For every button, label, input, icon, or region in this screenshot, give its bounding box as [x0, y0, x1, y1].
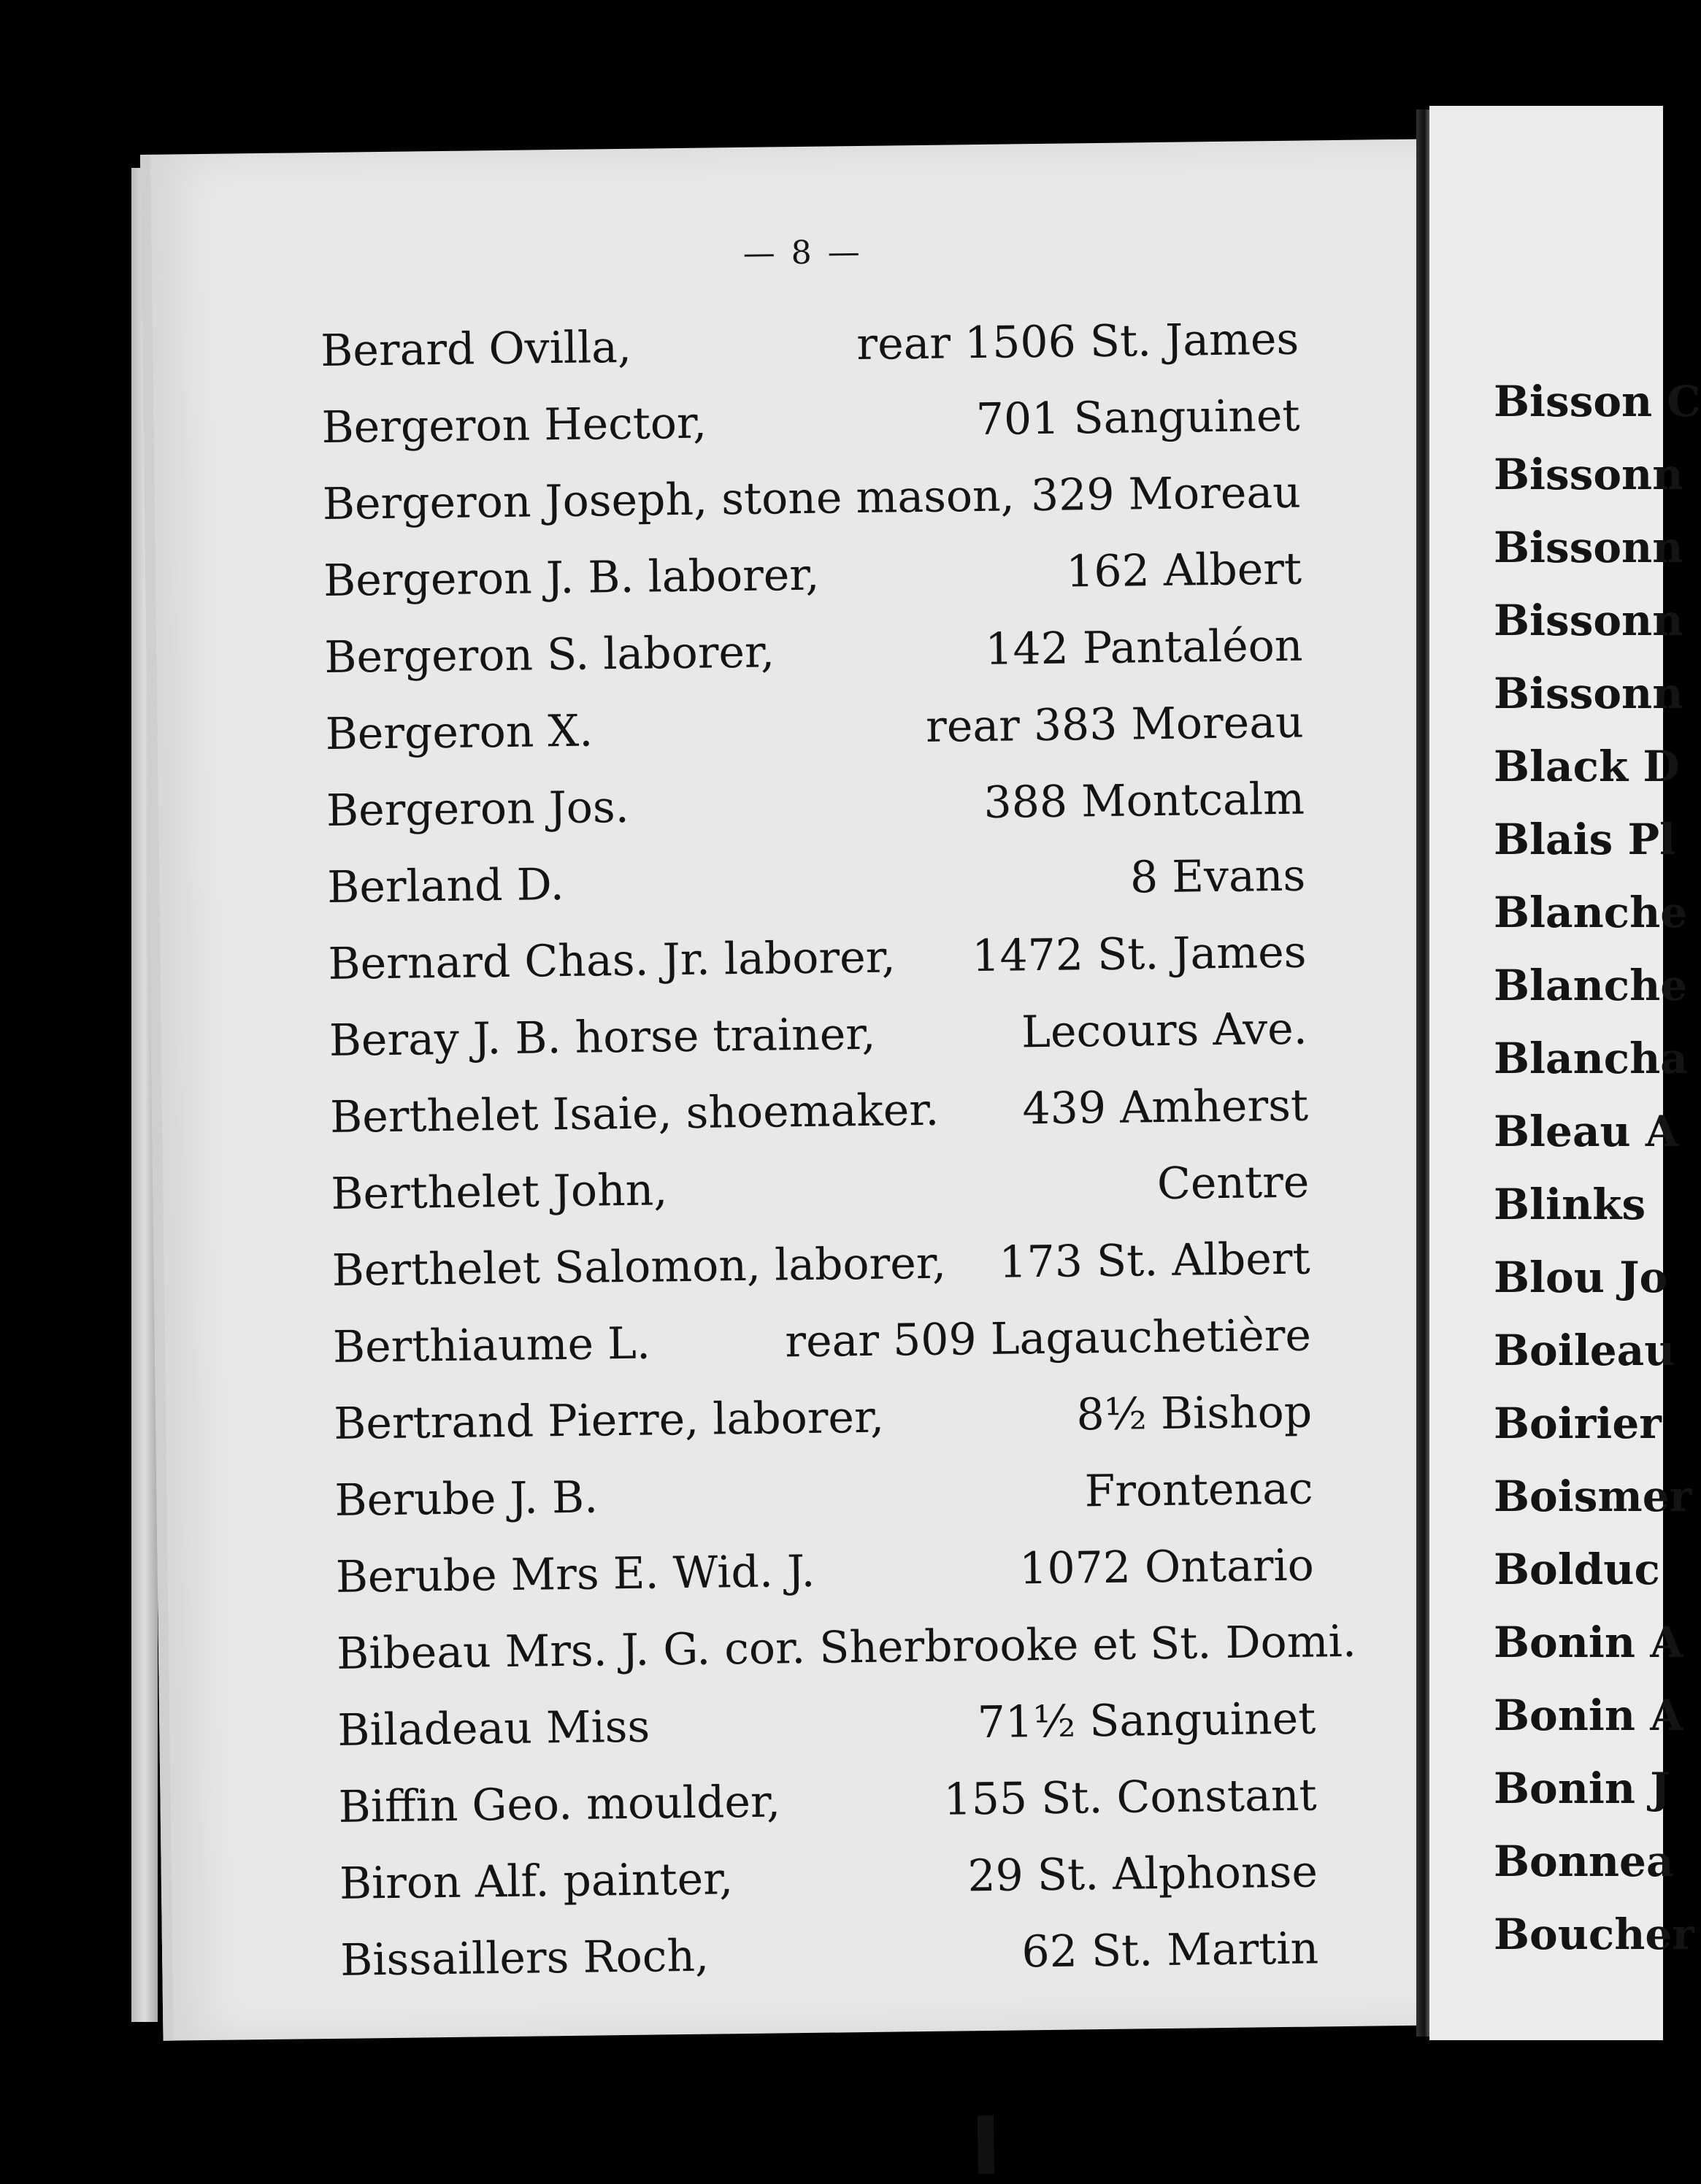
directory-entry [334, 1451, 1313, 1539]
entry-address: 8 Evans [1129, 850, 1306, 904]
directory-entry [324, 608, 1303, 696]
entry-name: Berube Mrs E. Wid. J. [335, 1545, 815, 1603]
directory-entry [339, 1834, 1318, 1922]
entry-address: 439 Amherst [1022, 1080, 1309, 1135]
entry-address: 62 St. Martin [1021, 1923, 1319, 1978]
right-entry: Boileau [1494, 1326, 1675, 1375]
right-entry: Blanche [1494, 961, 1688, 1010]
right-entry: Bolduc [1494, 1545, 1660, 1594]
left-page [140, 139, 1458, 2040]
right-entry: Bisson C [1494, 377, 1701, 426]
entry-name: Bergeron Jos. [326, 781, 630, 837]
directory-entry [329, 991, 1308, 1080]
directory-entry [321, 378, 1300, 466]
entry-name: Bertrand Pierre, laborer, [333, 1391, 885, 1450]
right-entry: Blancha [1494, 1034, 1688, 1083]
directory-entry [337, 1680, 1316, 1769]
page-tear [978, 2115, 994, 2174]
entry-address: 329 Moreau [1030, 466, 1302, 522]
entry-name: Berube J. B. [334, 1472, 599, 1526]
entry-address: Frontenac [1084, 1463, 1313, 1518]
right-entry: Blou Jo [1494, 1253, 1668, 1302]
entry-address: 388 Montcalm [983, 773, 1305, 828]
entry-name: Berthelet Salomon, laborer, [331, 1237, 947, 1296]
directory-entry [338, 1757, 1317, 1845]
right-page [1429, 106, 1701, 2040]
entry-name: Biron Alf. painter, [339, 1853, 734, 1910]
entry-name: Bergeron S. laborer, [324, 626, 775, 683]
right-entry: Bonin A [1494, 1691, 1683, 1740]
right-entry: Bissonn [1494, 669, 1683, 718]
entry-name: Berthelet Isaie, shoemaker. [329, 1084, 940, 1143]
right-entry: Blais Pl [1494, 815, 1676, 864]
right-page-entries [1494, 365, 1701, 1971]
right-entry: Bonin A [1494, 1618, 1683, 1667]
directory-entry [320, 301, 1299, 390]
entry-address: 701 Sanguinet [975, 390, 1300, 446]
entry-address: 142 Pantaléon [984, 620, 1303, 675]
entry-name: Bibeau Mrs. J. G. cor. Sherbrooke et St. Domi. [336, 1615, 1357, 1680]
entry-name: Berland D. [326, 858, 565, 913]
right-entry: Boirier [1494, 1399, 1662, 1448]
directory-entry [325, 685, 1304, 773]
entry-name: Bernard Chas. Jr. laborer, [328, 931, 896, 990]
entry-address: 173 St. Albert [999, 1233, 1311, 1288]
directory-entry [331, 1221, 1310, 1310]
entry-address: 71½ Sanguinet [977, 1693, 1316, 1749]
entry-address: 1072 Ontario [1018, 1539, 1315, 1595]
directory-entry [340, 1910, 1319, 1999]
directory-entry [328, 915, 1307, 1003]
directory-entry [331, 1145, 1310, 1233]
entry-address: Centre [1156, 1156, 1310, 1210]
entry-name: Beray J. B. horse trainer, [329, 1008, 876, 1066]
entry-address: Lecours Ave. [1021, 1003, 1308, 1058]
entry-name: Bissaillers Roch, [339, 1930, 710, 1986]
entry-address: rear 383 Moreau [925, 696, 1305, 753]
entry-name: Bergeron Joseph, stone mason, [322, 470, 1015, 530]
right-entry: Bonnea [1494, 1837, 1674, 1886]
entry-address: 155 St. Constant [943, 1769, 1318, 1826]
entry-address: rear 509 Lagauchetière [785, 1310, 1312, 1368]
right-entry: Bissonn [1494, 523, 1683, 572]
entry-address: 162 Albert [1065, 543, 1302, 598]
directory-entry [329, 1068, 1308, 1156]
entry-name: Biffin Geo. moulder, [338, 1776, 781, 1833]
entry-address: 8½ Bishop [1076, 1386, 1313, 1441]
directory-entry [322, 455, 1301, 543]
right-entry: Blinks [1494, 1180, 1646, 1229]
entry-address: 1472 St. James [971, 926, 1307, 983]
entry-address: rear 1506 St. James [856, 313, 1299, 371]
entry-name: Berthelet John, [330, 1164, 668, 1220]
right-entry: Boismer [1494, 1472, 1692, 1521]
directory-entry [326, 761, 1305, 850]
entry-name: Bergeron Hector, [321, 397, 707, 453]
right-entry: Bissonn [1494, 596, 1683, 645]
directory-entry [334, 1374, 1313, 1463]
directory-entries [320, 301, 1357, 1999]
directory-entry [336, 1604, 1357, 1692]
directory-entry [327, 838, 1306, 926]
entry-name: Biladeau Miss [337, 1701, 650, 1756]
entry-name: Bergeron X. [325, 705, 594, 760]
book-spine [1416, 109, 1429, 2037]
directory-entry [323, 531, 1302, 620]
right-entry: Boucher [1494, 1910, 1694, 1959]
page-number: — 8 — [742, 233, 863, 272]
right-entry: Bonin J [1494, 1764, 1670, 1813]
right-entry: Black D [1494, 742, 1680, 791]
right-entry: Bleau A [1494, 1107, 1678, 1156]
entry-name: Berard Ovilla, [320, 321, 632, 377]
directory-entry [335, 1528, 1314, 1616]
right-entry: Blanche [1494, 888, 1688, 937]
entry-address: 29 St. Alphonse [967, 1846, 1318, 1902]
entry-name: Berthiaume L. [332, 1318, 651, 1373]
right-entry: Bissonn [1494, 450, 1683, 499]
entry-name: Bergeron J. B. laborer, [323, 549, 820, 607]
directory-entry [332, 1298, 1311, 1386]
